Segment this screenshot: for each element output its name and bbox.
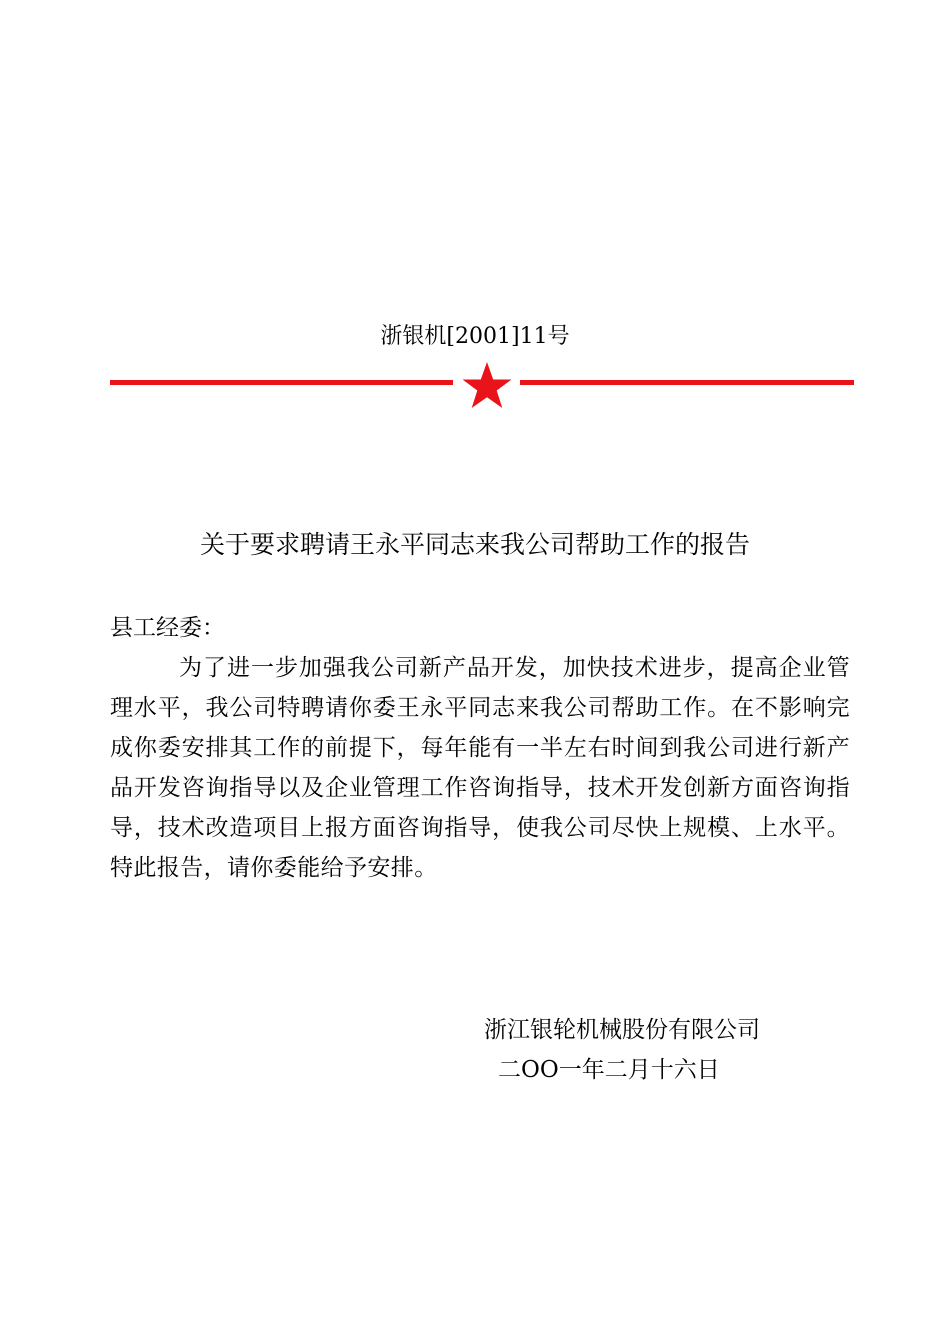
document-number: 浙银机[2001]11号 <box>380 324 570 349</box>
salutation: 县工经委： <box>110 615 225 641</box>
red-rule-right <box>520 380 854 385</box>
star-icon <box>460 360 514 410</box>
document-title: 关于要求聘请王永平同志来我公司帮助工作的报告 <box>199 530 750 559</box>
letter-body: 为了进一步加强我公司新产品开发，加快技术进步，提高企业管理水平，我公司特聘请你委王永平同志来我公司帮助工作。在不影响完成你委安排其工作的前提下，每年能有一半左右时间到我公司进行新产品开发咨询指导以及企业管理工作咨询指导，技术开发创新方面咨询指导，技术改造项目上报方面咨询指导，使我公司尽快上规模、上水平。特此报告，请你委能给予安排。 <box>110 655 850 881</box>
signature-company: 浙江银轮机械股份有限公司 <box>484 1017 760 1043</box>
signature-date: 二OO一年二月十六日 <box>498 1057 720 1083</box>
red-rule-left <box>110 380 453 385</box>
